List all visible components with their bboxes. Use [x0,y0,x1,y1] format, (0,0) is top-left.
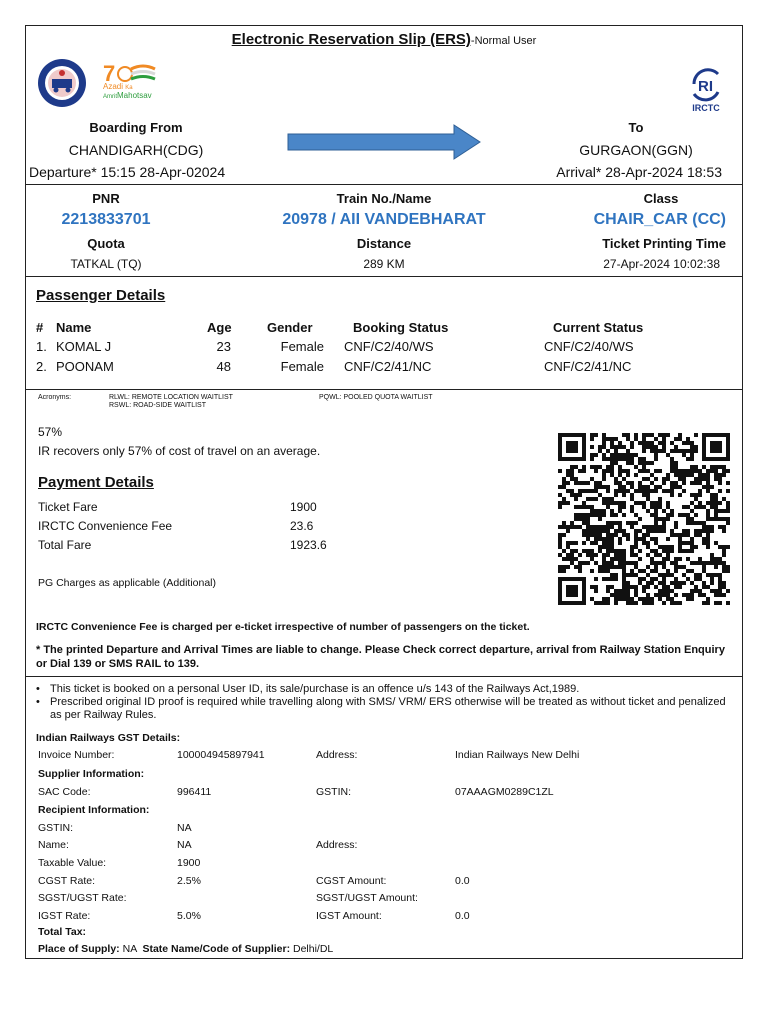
pnr-number: 2213833701 [61,211,151,228]
taxable-value: 1900 [177,857,201,869]
recipient-gstin-label: GSTIN: [38,822,74,834]
train-name: 20978 / AII VANDEBHARAT [282,211,486,228]
igst-amount-value: 0.0 [455,910,470,922]
invoice-label: Invoice Number: [38,749,115,761]
supplier-title: Supplier Information: [38,768,145,780]
divider [26,276,742,277]
passenger-no: 1. [36,339,47,354]
recipient-name-value: NA [177,839,192,851]
place-value: NA [122,943,137,955]
list-item: • This ticket is booked on a personal User ID, its sale/purchase is an offence u/s 143 of the Railways Act,1989. [36,683,580,695]
sgst-rate-label: SGST/UGST Rate: [38,892,127,904]
cgst-amount-label: CGST Amount: [316,875,387,887]
passenger-details-title: Passenger Details [36,287,166,304]
svg-text:7: 7 [103,61,116,85]
divider [26,184,742,185]
passenger-current-status: CNF/C2/40/WS [544,339,634,354]
passenger-current-status: CNF/C2/41/NC [544,359,632,374]
slip-header [26,31,742,49]
place-label: Place of Supply: [38,943,120,955]
passenger-booking-status: CNF/C2/40/WS [344,339,434,354]
total-fare-label: Total Fare [38,538,92,552]
recipient-gstin-value: NA [177,822,192,834]
sgst-amount-label: SGST/UGST Amount: [316,892,418,904]
train-label: Train No./Name [336,191,432,206]
timing-note: * The printed Departure and Arrival Times are liable to change. Please Check correct departure, arrival from Railway Station Enquiry or Dial 139 or SMS RAIL to 139. [36,644,725,670]
passenger-gender: Female [280,359,324,374]
to-label: To [628,120,644,135]
place-of-supply [38,943,333,955]
slip-subtitle: -Normal User [470,35,537,47]
pg-charges-note: PG Charges as applicable (Additional) [38,577,217,589]
quota-label: Quota [87,236,125,251]
ticket-fare-value: 1900 [290,500,317,514]
recipient-address-label: Address: [316,839,358,851]
pnr-label: PNR [92,191,120,206]
terms-list [36,683,732,722]
recovery-percent: 57% [38,425,63,439]
passenger-name: POONAM [56,359,114,374]
gst-title: Indian Railways GST Details: [36,732,181,744]
acronym-pqwl: PQWL: POOLED QUOTA WAITLIST [319,394,433,401]
passenger-age: 23 [216,339,231,354]
col-header-no: # [36,320,44,335]
convenience-fee-value: 23.6 [290,519,314,533]
logo-word-mahotsav: Mahotsav [117,91,152,100]
invoice-number: 100004945897941 [177,749,265,761]
total-tax-label: Total Tax: [38,926,87,938]
irctc-logo-icon [686,66,726,102]
passenger-no: 2. [36,359,47,374]
passenger-gender: Female [280,339,324,354]
departure-time: Departure* 15:15 28-Apr-02024 [29,164,226,180]
igst-amount-label: IGST Amount: [316,910,382,922]
igst-rate-label: IGST Rate: [38,910,91,922]
quota-value: TATKAL (TQ) [70,257,142,271]
printing-time-label: Ticket Printing Time [602,236,726,251]
ticket-fare-label: Ticket Fare [38,500,98,514]
class-label: Class [643,191,679,206]
passenger-age: 48 [216,359,231,374]
divider [26,676,742,677]
cgst-rate-label: CGST Rate: [38,875,95,887]
col-header-gender: Gender [267,320,313,335]
irctc-logo [681,66,731,113]
sac-label: SAC Code: [38,786,91,798]
term-text: This ticket is booked on a personal User ID, its sale/purchase is an offence u/s 143 of the Railways Act,1989. [50,683,580,695]
term-text: Prescribed original ID proof is required while travelling along with SMS/ VRM/ ERS otherwise will be treated as without ticket and penalized as per Railway Rules. [50,696,726,721]
recipient-name-label: Name: [38,839,69,851]
sac-value: 996411 [177,786,212,798]
destination-station: GURGAON(GGN) [579,142,693,158]
address-value: Indian Railways New Delhi [455,749,580,761]
svg-text:RI: RI [698,78,713,95]
boarding-station: CHANDIGARH(CDG) [68,142,204,158]
divider [26,389,742,390]
passenger-booking-status: CNF/C2/41/NC [344,359,432,374]
address-label: Address: [316,749,358,761]
distance-value: 289 KM [363,257,405,271]
gstin-value: 07AAAGM0289C1ZL [455,786,554,798]
irctc-logo-text: IRCTC [692,103,720,113]
slip-title: Electronic Reservation Slip (ERS) [231,31,471,48]
reservation-slip [25,25,743,959]
arrival-time: Arrival* 28-Apr-2024 18:53 [556,164,722,180]
recovery-text: IR recovers only 57% of cost of travel on an average. [38,444,321,458]
igst-rate-value: 5.0% [177,910,201,922]
indian-railways-logo-icon [36,57,88,109]
col-header-current-status: Current Status [553,320,644,335]
passenger-name: KOMAL J [56,339,112,354]
cgst-amount-value: 0.0 [455,875,470,887]
col-header-booking-status: Booking Status [353,320,449,335]
distance-label: Distance [356,236,412,251]
col-header-name: Name [56,320,92,335]
list-item: • Prescribed original ID proof is required while travelling along with SMS/ VRM/ ERS otherwise will be treated as without ticket and penalized as per Railway Rules. [36,696,732,722]
col-header-age: Age [207,320,232,335]
gstin-label: GSTIN: [316,786,352,798]
recipient-title: Recipient Information: [38,804,150,816]
convenience-fee-label: IRCTC Convenience Fee [38,519,173,533]
state-label: State Name/Code of Supplier: [142,943,291,955]
direction-arrow-icon [286,123,484,161]
logo-word-ka: Ka [125,85,133,91]
qr-code-icon [558,433,730,605]
state-value: Delhi/DL [293,943,334,955]
boarding-from-label: Boarding From [89,120,183,135]
acronym-rlwl: RLWL: REMOTE LOCATION WAITLIST [109,394,233,401]
payment-details-title: Payment Details [38,474,154,491]
logo-word-amrit: Amrit [103,94,117,100]
logo-word-azadi: Azadi [103,82,124,91]
total-fare-value: 1923.6 [290,538,327,552]
cgst-rate-value: 2.5% [177,875,201,887]
azadi-mahotsav-logo-icon [101,61,181,111]
printing-time-value: 27-Apr-2024 10:02:38 [603,257,720,271]
taxable-label: Taxable Value: [38,857,107,869]
acronym-rswl: RSWL: ROAD-SIDE WAITLIST [109,402,206,409]
acronyms-label: Acronyms: [38,394,72,401]
class-value: CHAIR_CAR (CC) [593,211,726,228]
convenience-fee-note: IRCTC Convenience Fee is charged per e-ticket irrespective of number of passengers on the ticket. [36,621,530,633]
